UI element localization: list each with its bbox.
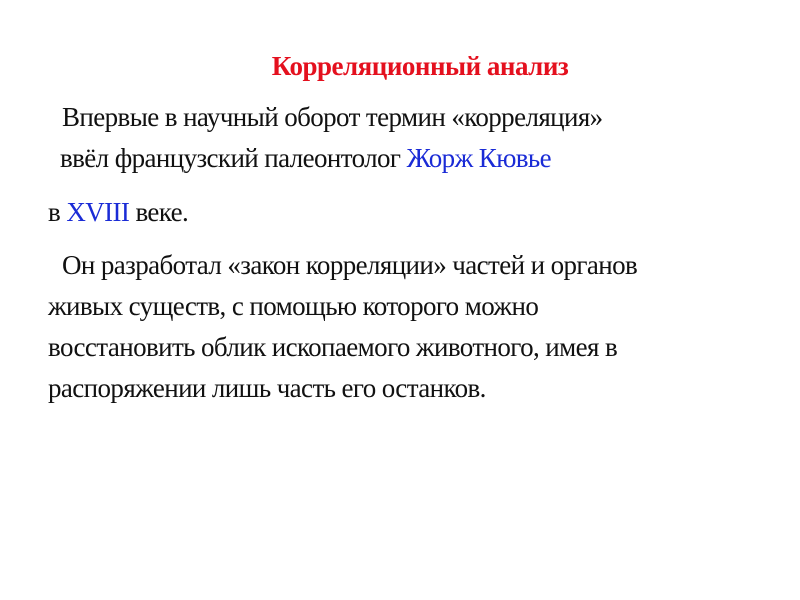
century-number: XVIII bbox=[66, 197, 130, 227]
century-suffix: веке. bbox=[129, 197, 189, 227]
law-line-3: восстановить облик ископаемого животного, имея в bbox=[48, 332, 618, 362]
intro-line-2-text: ввёл французский палеонтолог bbox=[60, 143, 407, 173]
paragraph-law bbox=[48, 245, 637, 409]
intro-line-2 bbox=[60, 138, 603, 179]
century-prefix: в bbox=[48, 197, 67, 227]
paragraph-intro bbox=[62, 97, 603, 179]
law-line-2: живых существ, с помощью которого можно bbox=[48, 291, 539, 321]
slide-title: Корреляционный анализ bbox=[271, 51, 569, 81]
scientist-name: Жорж Кювье bbox=[406, 143, 552, 173]
law-line-4: распоряжении лишь часть его останков. bbox=[48, 373, 486, 403]
law-line-1: Он разработал «закон корреляции» частей и органов bbox=[62, 250, 638, 280]
intro-line-1: Впервые в научный оборот термин «корреляция» bbox=[62, 102, 603, 132]
paragraph-century bbox=[48, 192, 188, 233]
